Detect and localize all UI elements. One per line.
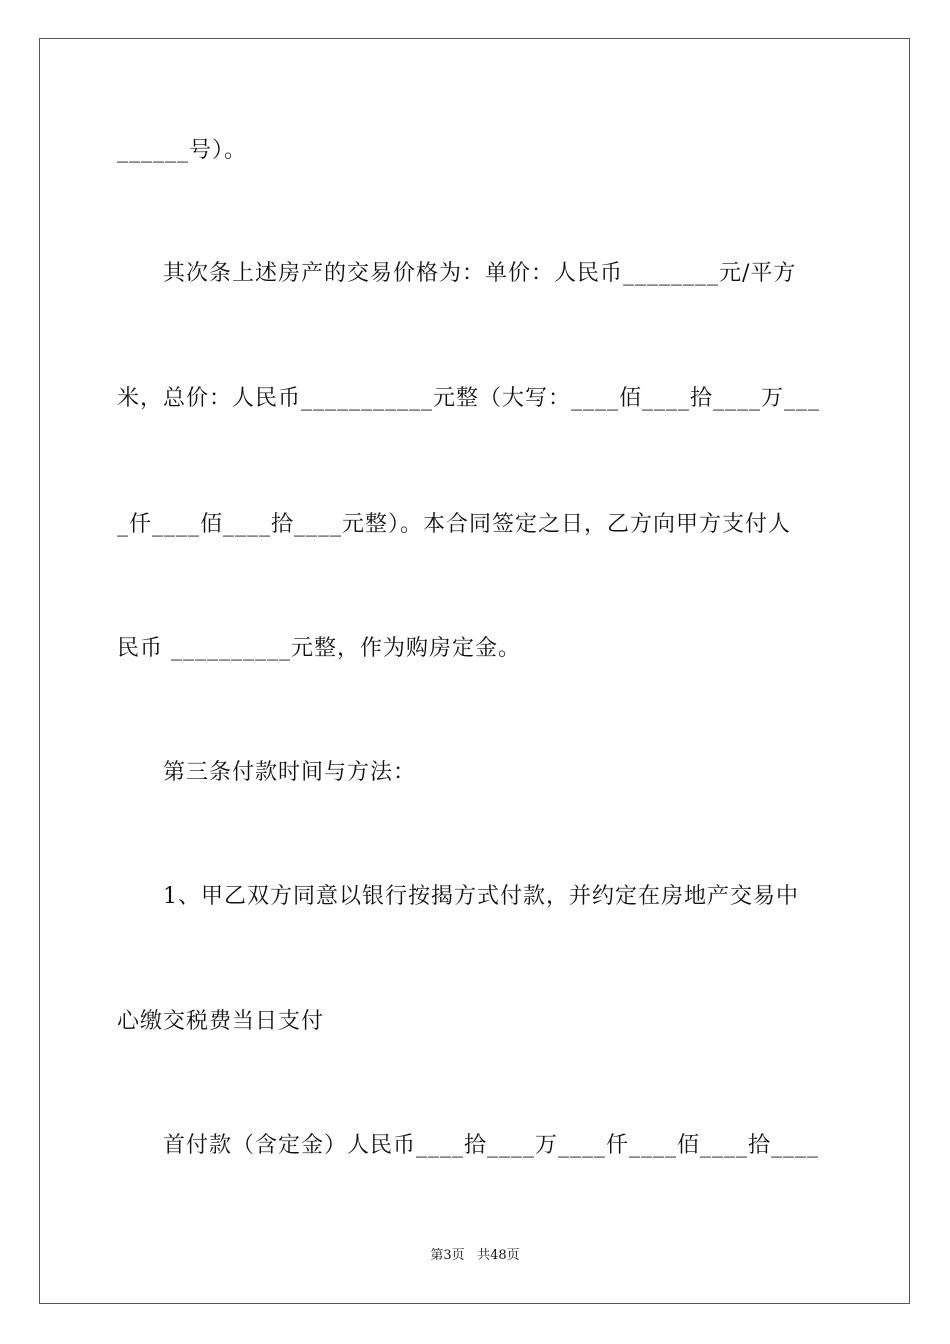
text-line-4: _仟____佰____拾____元整）。本合同签定之日，乙方向甲方支付人 xyxy=(117,512,792,537)
text-line-8: 心缴交税费当日支付 xyxy=(117,1009,325,1034)
text-line-2: 其次条上述房产的交易价格为：单价：人民币________元/平方 xyxy=(163,261,797,286)
text-line-3: 米，总价：人民币___________元整（大写：____佰____拾____万___ xyxy=(117,386,821,411)
text-line-5: 民币 __________元整，作为购房定金。 xyxy=(117,636,521,661)
text-line-1: ______号）。 xyxy=(117,138,248,163)
text-line-6: 第三条付款时间与方法： xyxy=(163,760,417,785)
page-total: 共48页 xyxy=(477,1248,520,1263)
page-border xyxy=(39,38,910,1304)
page-footer xyxy=(0,1247,950,1265)
page-number: 第3页 xyxy=(430,1248,465,1263)
text-line-9: 首付款（含定金）人民币____拾____万____仟____佰____拾____ xyxy=(163,1133,820,1158)
text-line-7: 1、甲乙双方同意以银行按揭方式付款，并约定在房地产交易中 xyxy=(163,884,799,909)
